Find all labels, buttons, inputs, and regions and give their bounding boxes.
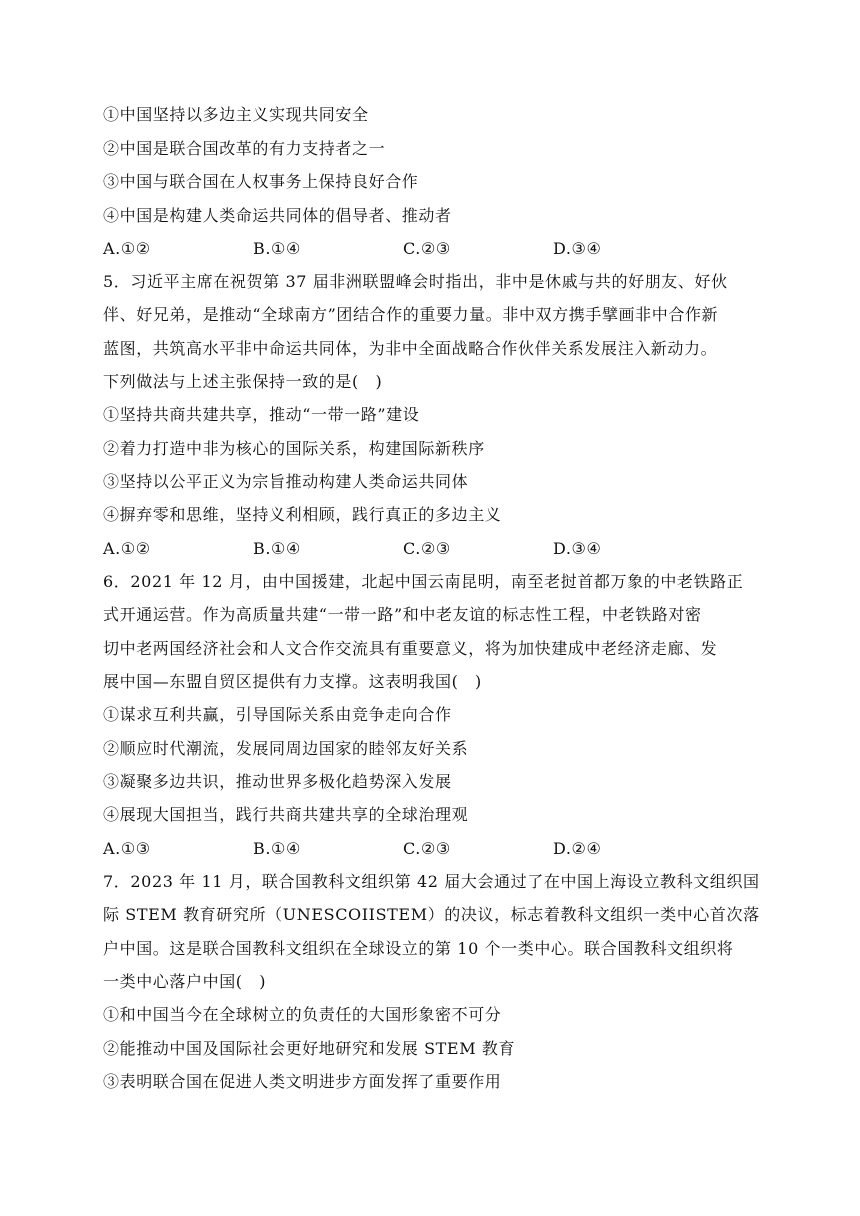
q6-option-a: A.①③	[103, 839, 151, 858]
q5-stem-line-4: 下列做法与上述主张保持一致的是( )	[103, 372, 383, 391]
q6-option-d: D.②④	[553, 839, 602, 858]
q6-stem-line-4: 展中国—东盟自贸区提供有力支撑。这表明我国( )	[103, 672, 482, 691]
q5-option-c: C.②③	[403, 539, 451, 558]
q6-statement-1: ①谋求互利共赢，引导国际关系由竞争走向合作	[103, 705, 452, 724]
q5-stem-line-3: 蓝图，共筑高水平非中命运共同体，为非中全面战略合作伙伴关系发展注入新动力。	[103, 339, 718, 358]
q5-option-b: B.①④	[253, 539, 301, 558]
q6-statement-2: ②顺应时代潮流，发展同周边国家的睦邻友好关系	[103, 739, 469, 758]
q7-stem-line-2: 际 STEM 教育研究所（UNESCOIISTEM）的决议，标志着教科文组织一类中心首次落	[103, 905, 760, 924]
q7-stem-line-1: 7．2023 年 11 月，联合国教科文组织第 42 届大会通过了在中国上海设立教科文组织国	[103, 872, 760, 891]
q5-stem-line-2: 伴、好兄弟，是推动“全球南方”团结合作的重要力量。非中双方携手擘画非中合作新	[103, 305, 719, 324]
q6-option-c: C.②③	[403, 839, 451, 858]
q6-stem-line-1: 6．2021 年 12 月，由中国援建，北起中国云南昆明，南至老挝首都万象的中老铁路正	[103, 572, 744, 591]
q7-statement-1: ①和中国当今在全球树立的负责任的大国形象密不可分	[103, 1005, 502, 1024]
q5-statement-4: ④摒弃零和思维，坚持义利相顾，践行真正的多边主义	[103, 505, 502, 524]
q6-stem-line-3: 切中老两国经济社会和人文合作交流具有重要意义，将为加快建成中老经济走廊、发	[103, 639, 718, 658]
q4-option-c: C.②③	[403, 239, 451, 258]
q4-statement-1: ①中国坚持以多边主义实现共同安全	[103, 105, 369, 124]
q5-stem-line-1: 5．习近平主席在祝贺第 37 届非洲联盟峰会时指出，非中是休戚与共的好朋友、好伙	[103, 272, 728, 291]
q6-statement-3: ③凝聚多边共识，推动世界多极化趋势深入发展	[103, 772, 452, 791]
q4-option-d: D.③④	[553, 239, 602, 258]
q4-statement-3: ③中国与联合国在人权事务上保持良好合作	[103, 172, 419, 191]
q7-stem-line-4: 一类中心落户中国( )	[103, 972, 267, 991]
q7-statement-2: ②能推动中国及国际社会更好地研究和发展 STEM 教育	[103, 1039, 516, 1058]
q4-statement-4: ④中国是构建人类命运共同体的倡导者、推动者	[103, 206, 452, 225]
q5-statement-3: ③坚持以公平正义为宗旨推动构建人类命运共同体	[103, 472, 469, 491]
q4-option-b: B.①④	[253, 239, 301, 258]
q5-option-d: D.③④	[553, 539, 602, 558]
q6-option-b: B.①④	[253, 839, 301, 858]
q7-statement-3: ③表明联合国在促进人类文明进步方面发挥了重要作用	[103, 1072, 502, 1091]
q5-statement-2: ②着力打造中非为核心的国际关系，构建国际新秩序	[103, 439, 485, 458]
q5-statement-1: ①坚持共商共建共享，推动“一带一路”建设	[103, 405, 420, 424]
q5-option-a: A.①②	[103, 539, 151, 558]
q6-stem-line-2: 式开通运营。作为高质量共建“一带一路”和中老友谊的标志性工程，中老铁路对密	[103, 605, 702, 624]
q7-stem-line-3: 户中国。这是联合国教科文组织在全球设立的第 10 个一类中心。联合国教科文组织将	[103, 939, 734, 958]
q4-statement-2: ②中国是联合国改革的有力支持者之一	[103, 139, 386, 158]
q4-option-a: A.①②	[103, 239, 151, 258]
q6-statement-4: ④展现大国担当，践行共商共建共享的全球治理观	[103, 805, 469, 824]
